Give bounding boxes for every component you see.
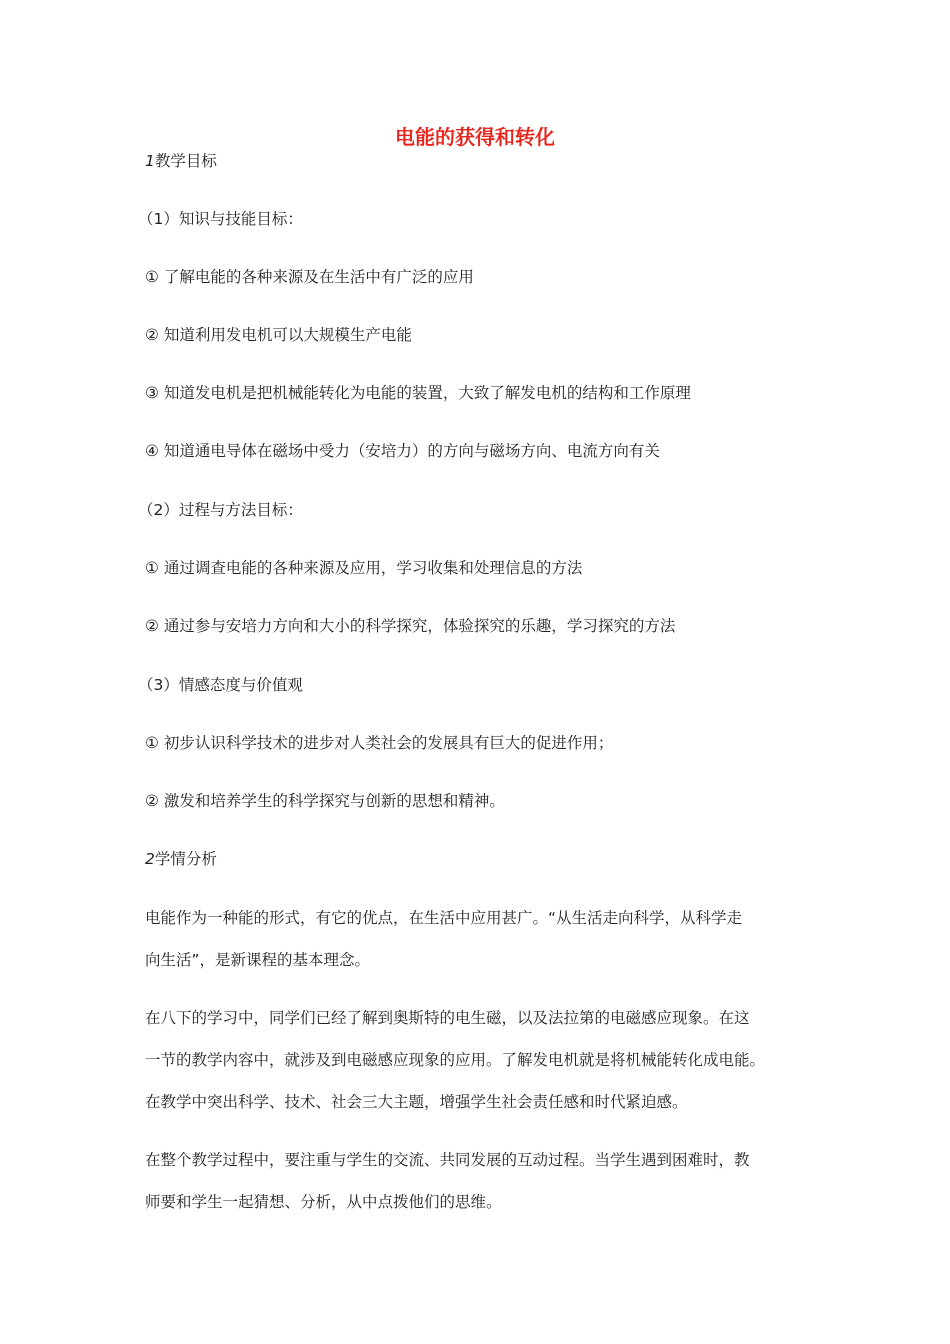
list-item: ② 通过参与安培力方向和大小的科学探究，体验探究的乐趣，学习探究的方法	[145, 617, 676, 635]
paragraph-line: 师要和学生一起猜想、分析，从中点拨他们的思维。	[145, 1193, 502, 1211]
list-item: ④ 知道通电导体在磁场中受力（安培力）的方向与磁场方向、电流方向有关	[145, 442, 660, 460]
paragraph-line: 电能作为一种能的形式，有它的优点，在生活中应用甚广。“从生活走向科学，从科学走	[145, 909, 743, 927]
paragraph-line: 在八下的学习中，同学们已经了解到奥斯特的电生磁，以及法拉第的电磁感应现象。在这	[145, 1009, 750, 1027]
list-item: ② 知道利用发电机可以大规模生产电能	[145, 326, 412, 344]
paragraph-line: 一节的教学内容中，就涉及到电磁感应现象的应用。了解发电机就是将机械能转化成电能。	[145, 1051, 766, 1069]
section-label: 教学目标	[154, 152, 217, 170]
section-heading-student-analysis	[145, 848, 217, 870]
section-number: 1	[145, 152, 155, 170]
subheading-process-methods: （2）过程与方法目标：	[138, 501, 303, 519]
paragraph-line: 在整个教学过程中，要注重与学生的交流、共同发展的互动过程。当学生遇到困难时，教	[145, 1151, 750, 1169]
section-heading-objectives	[145, 150, 217, 172]
list-item: ① 通过调查电能的各种来源及应用，学习收集和处理信息的方法	[145, 559, 583, 577]
section-number: 2	[145, 850, 155, 868]
paragraph-line: 在教学中突出科学、技术、社会三大主题，增强学生社会责任感和时代紧迫感。	[145, 1093, 688, 1111]
list-item: ③ 知道发电机是把机械能转化为电能的装置，大致了解发电机的结构和工作原理	[145, 384, 691, 402]
subheading-attitudes-values: （3）情感态度与价值观	[138, 676, 303, 694]
document-title: 电能的获得和转化	[395, 125, 555, 149]
list-item: ① 了解电能的各种来源及在生活中有广泛的应用	[145, 268, 474, 286]
paragraph-line: 向生活”，是新课程的基本理念。	[145, 951, 371, 969]
list-item: ② 激发和培养学生的科学探究与创新的思想和精神。	[145, 792, 505, 810]
section-label: 学情分析	[154, 850, 217, 868]
subheading-knowledge-skills: （1）知识与技能目标：	[138, 210, 303, 228]
list-item: ① 初步认识科学技术的进步对人类社会的发展具有巨大的促进作用；	[145, 734, 614, 752]
